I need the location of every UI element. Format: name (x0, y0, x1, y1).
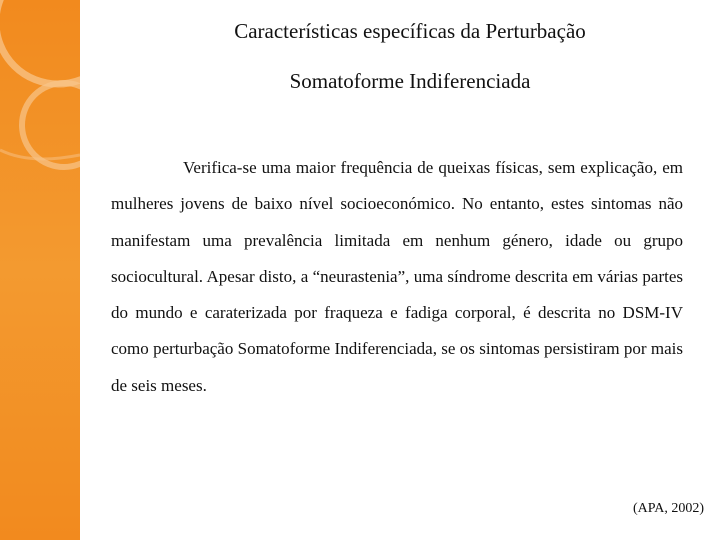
decorative-circle-small (22, 83, 80, 167)
slide-body-paragraph: Verifica-se uma maior frequência de queixas físicas, sem explicação, em mulheres jovens de baixo nível socioeconómico. No entanto, estes sintomas não manifestam uma prevalência limitada em nenhum género, idade ou grupo sociocultural. Apesar disto, a “neurastenia”, uma síndrome descrita em várias partes do mundo e caraterizada por fraqueza e fadiga corporal, é descrita no DSM-IV como perturbação Somatoforme Indiferenciada, se os sintomas persistiram por mais de seis meses. (111, 158, 683, 395)
slide-title (110, 18, 710, 94)
decorative-side-band (0, 0, 80, 540)
decorative-arc (0, 150, 80, 159)
decorative-circle-large (0, 0, 80, 84)
citation: (APA, 2002) (632, 501, 704, 516)
decorative-circles-graphic (0, 0, 80, 540)
slide-title-line-2: Somatoforme Indiferenciada (289, 69, 531, 93)
slide-title-line-1: Características específicas da Perturbação (234, 19, 586, 43)
